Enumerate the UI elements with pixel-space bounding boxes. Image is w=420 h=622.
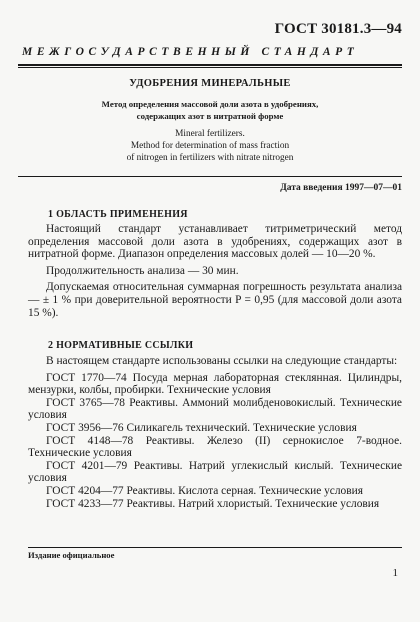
method-subtitle-line: содержащих азот в нитратной форме [136,111,284,121]
header-rule-thin [18,67,402,68]
section-2-body [28,355,402,510]
paragraph: Настоящий стандарт устанавливает титриметрический метод определения массовой доли азота в удобрениях, содержащих азот в нитратной форме. Диапазон определения массовых долей — 10—20 %. [28,223,402,261]
reference-item: ГОСТ 1770—74 Посуда мерная лабораторная стеклянная. Цилиндры, мензурки, колбы, пробирки. Технические условия [28,371,402,397]
reference-item: ГОСТ 4233—77 Реактивы. Натрий хлористый. Технические условия [46,497,380,510]
page-number: 1 [392,567,398,579]
method-subtitle [40,98,380,122]
standard-banner: МЕЖГОСУДАРСТВЕННЫЙ СТАНДАРТ [22,46,359,58]
reference-item: ГОСТ 4201—79 Реактивы. Натрий углекислый кислый. Технические условия [28,459,402,485]
header-rule-thick [18,64,402,66]
document-title: УДОБРЕНИЯ МИНЕРАЛЬНЫЕ [129,78,291,89]
edition-note: Издание официальное [28,550,115,560]
introduction-date: Дата введения 1997—07—01 [280,183,402,193]
english-title-line: Method for determination of mass fraction [130,141,290,151]
section-1-heading: 1 ОБЛАСТЬ ПРИМЕНЕНИЯ [48,209,188,220]
english-title-line: Mineral fertilizers. [175,129,245,139]
reference-item: ГОСТ 3765—78 Реактивы. Аммоний молибденовокислый. Технические условия [28,396,402,422]
reference-item: ГОСТ 3956—76 Силикагель технический. Технические условия [46,421,357,434]
title-divider [18,176,402,177]
paragraph: Продолжительность анализа — 30 мин. [46,264,239,277]
paragraph: Допускаемая относительная суммарная погрешность результата анализа — ± 1 % при доверительной вероятности P = 0,95 (для массовой доли азота 15 %). [28,281,402,319]
section-2-heading: 2 НОРМАТИВНЫЕ ССЫЛКИ [48,340,194,351]
reference-item: ГОСТ 4204—77 Реактивы. Кислота серная. Технические условия [46,484,363,497]
section-1-body [28,223,402,319]
footer-rule [28,547,402,548]
method-subtitle-line: Метод определения массовой доли азота в удобрениях, [101,99,319,109]
document-number: ГОСТ 30181.3—94 [274,21,402,37]
english-title-line: of nitrogen in fertilizers with nitrate nitrogen [126,153,294,163]
reference-item: ГОСТ 4148—78 Реактивы. Железо (II) сернокислое 7-водное. Технические условия [28,434,402,460]
reference-list [28,372,402,511]
paragraph: В настоящем стандарте использованы ссылки на следующие стандарты: [46,355,398,367]
english-title [40,128,380,164]
